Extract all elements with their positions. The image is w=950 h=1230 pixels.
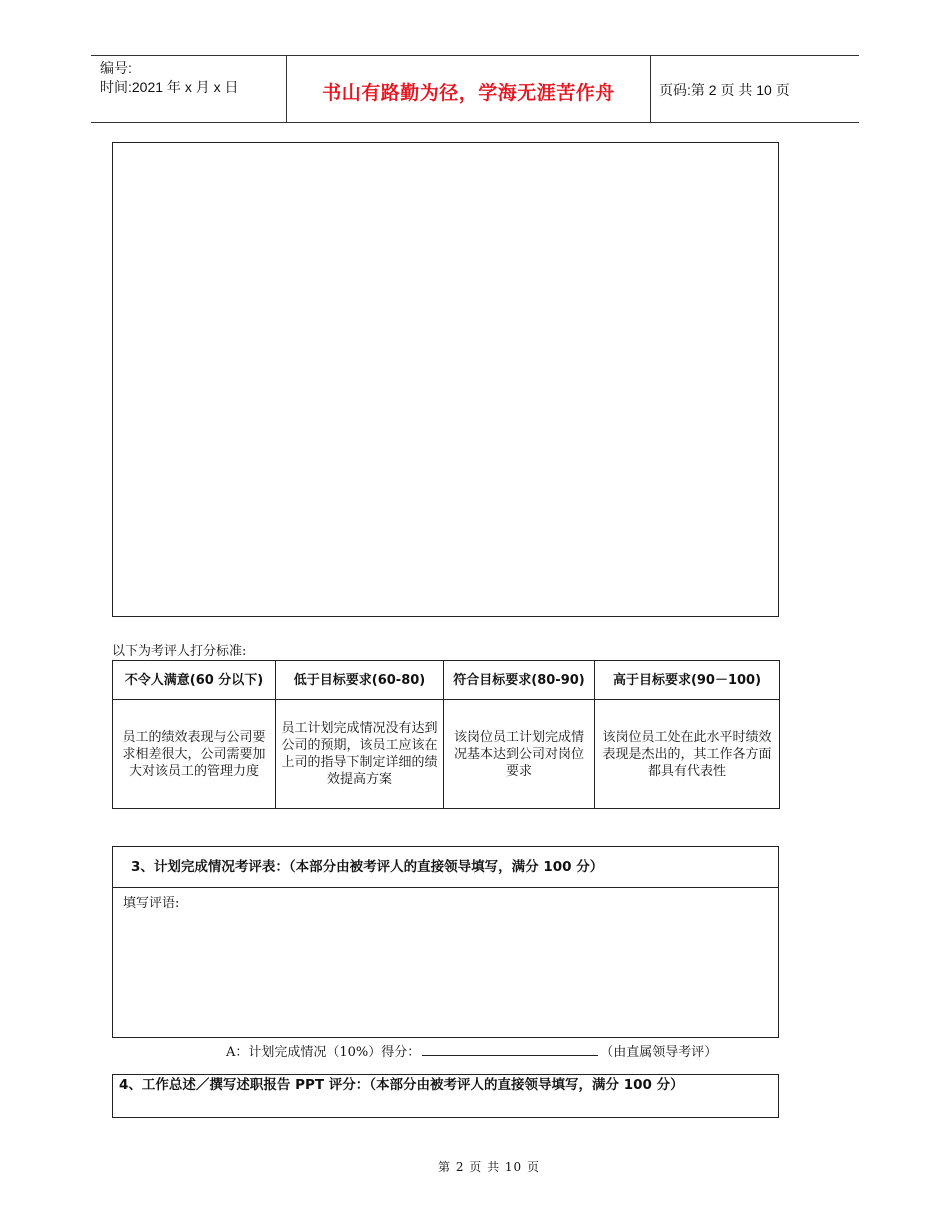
section3-box	[112, 846, 779, 1038]
criteria-note: 以下为考评人打分标准:	[112, 644, 247, 659]
score-blank[interactable]	[422, 1042, 598, 1056]
criteria-heading: 高于目标要求(90－100)	[595, 661, 780, 700]
blank-content-box	[112, 142, 779, 617]
criteria-description: 该岗位员工处在此水平时绩效表现是杰出的，其工作各方面都具有代表性	[595, 700, 780, 809]
criteria-description: 该岗位员工计划完成情况基本达到公司对岗位要求	[444, 700, 595, 809]
criteria-description: 员工的绩效表现与公司要求相差很大，公司需要加大对该员工的管理力度	[113, 700, 276, 809]
document-header	[91, 55, 859, 123]
criteria-description-row	[113, 700, 780, 809]
criteria-description: 员工计划完成情况没有达到公司的预期，该员工应该在上司的指导下制定详细的绩效提高方案	[276, 700, 444, 809]
criteria-heading: 符合目标要求(80-90)	[444, 661, 595, 700]
number-label: 编号:	[100, 60, 132, 76]
section3-title: 3、计划完成情况考评表：（本部分由被考评人的直接领导填写，满分 100 分）	[113, 847, 778, 888]
criteria-header-row	[113, 661, 780, 700]
page-footer: 第 2 页 共 10 页	[438, 1160, 540, 1174]
score-label: A：计划完成情况（10%）得分：	[226, 1045, 421, 1060]
time-label: 时间:2021 年 x 月 x 日	[100, 79, 239, 95]
scoring-criteria-table	[112, 660, 780, 809]
criteria-heading: 低于目标要求(60-80)	[276, 661, 444, 700]
comment-area[interactable]	[113, 888, 778, 911]
motto: 书山有路勤为径，学海无涯苦作舟	[322, 82, 615, 104]
comment-label: 填写评语:	[123, 896, 180, 911]
page-label: 页码:第 2 页 共 10 页	[659, 82, 790, 98]
header-meta-cell	[91, 56, 286, 122]
score-note: （由直属领导考评）	[600, 1045, 718, 1060]
section4-title: 4、工作总述／撰写述职报告 PPT 评分：（本部分由被考评人的直接领导填写，满分 100 分）	[112, 1074, 779, 1118]
header-page-cell	[650, 56, 859, 122]
criteria-heading: 不令人满意(60 分以下)	[113, 661, 276, 700]
score-line	[226, 1041, 717, 1060]
header-motto-cell	[286, 56, 651, 122]
